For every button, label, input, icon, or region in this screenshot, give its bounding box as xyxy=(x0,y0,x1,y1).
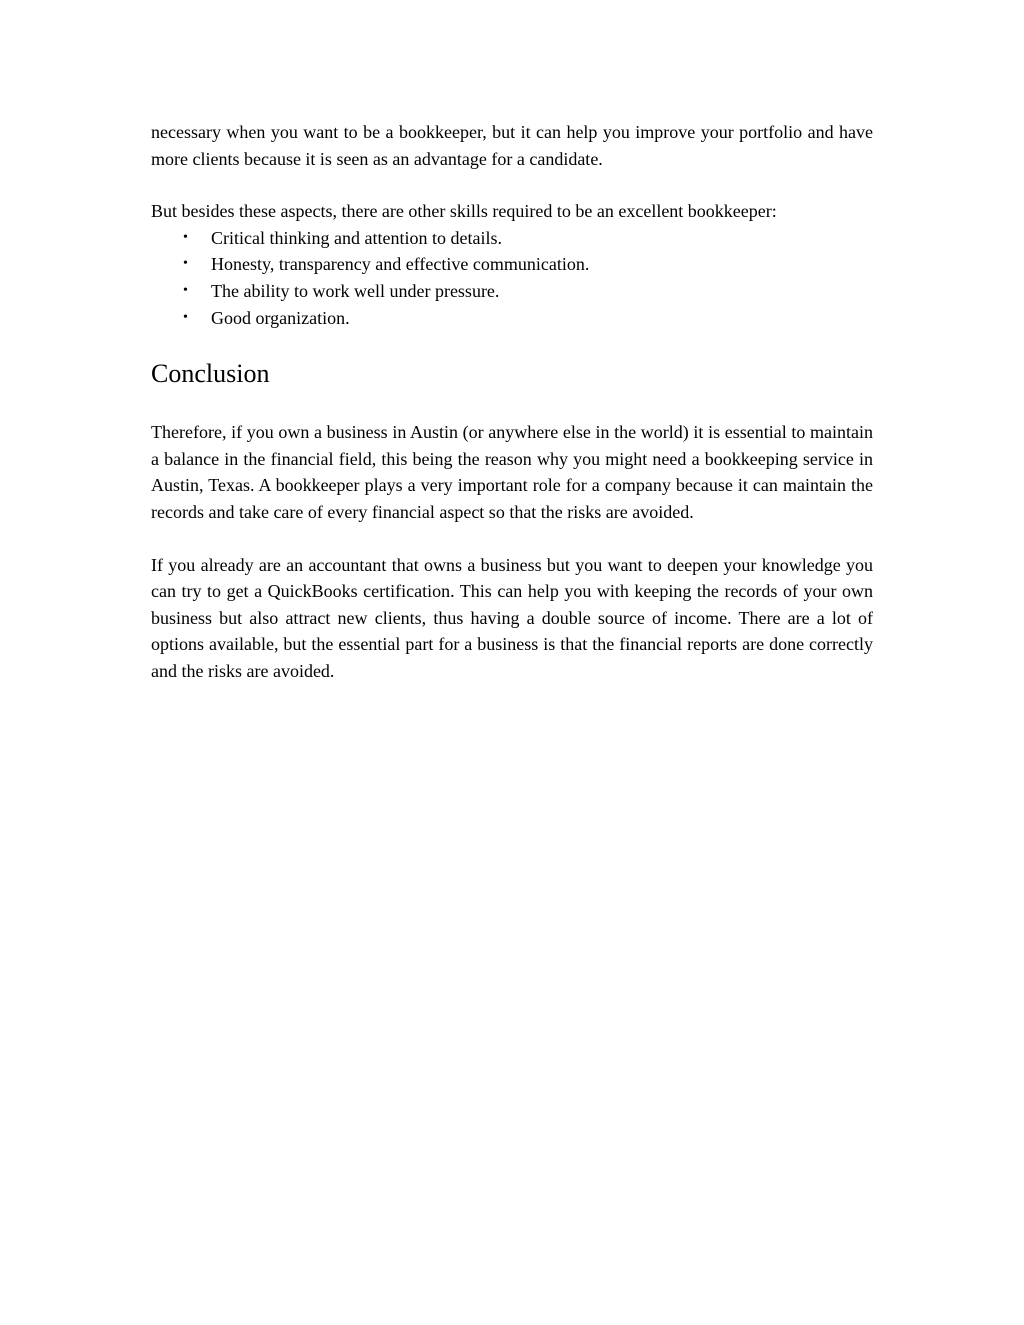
section-heading-conclusion: Conclusion xyxy=(151,359,270,389)
list-item-text: Good organization. xyxy=(211,307,350,328)
list-item-text: Honesty, transparency and effective communication. xyxy=(211,254,590,275)
list-item xyxy=(151,225,873,252)
list-item-text: The ability to work well under pressure. xyxy=(211,280,500,301)
list-item xyxy=(151,278,873,305)
list-item xyxy=(151,251,873,278)
document-page xyxy=(151,119,873,685)
bullet-icon: • xyxy=(183,309,188,325)
list-item xyxy=(151,305,873,332)
bullet-icon: • xyxy=(183,282,188,298)
paragraph-skills-intro: But besides these aspects, there are other skills required to be an excellent bookkeeper: xyxy=(151,201,777,222)
skills-list xyxy=(151,225,873,331)
bullet-icon: • xyxy=(183,256,188,272)
paragraph-continued: necessary when you want to be a bookkeeper, but it can help you improve your portfolio and have more clients because it is seen as an advantage for a candidate. xyxy=(151,122,873,169)
bullet-icon: • xyxy=(183,229,188,245)
list-item-text: Critical thinking and attention to details. xyxy=(211,227,502,248)
paragraph-conclusion-1: Therefore, if you own a business in Austin (or anywhere else in the world) it is essential to maintain a balance in the financial field, this being the reason why you might need a bookkeeping service in Austin, Texas. A bookkeeper plays a very important role for a company because it can maintain the records and take care of every financial aspect so that the risks are avoided. xyxy=(151,422,873,522)
paragraph-conclusion-2: If you already are an accountant that owns a business but you want to deepen your knowledge you can try to get a QuickBooks certification. This can help you with keeping the records of your own business but also attract new clients, thus having a double source of income. There are a lot of options available, but the essential part for a business is that the financial reports are done correctly and the risks are avoided. xyxy=(151,554,873,681)
